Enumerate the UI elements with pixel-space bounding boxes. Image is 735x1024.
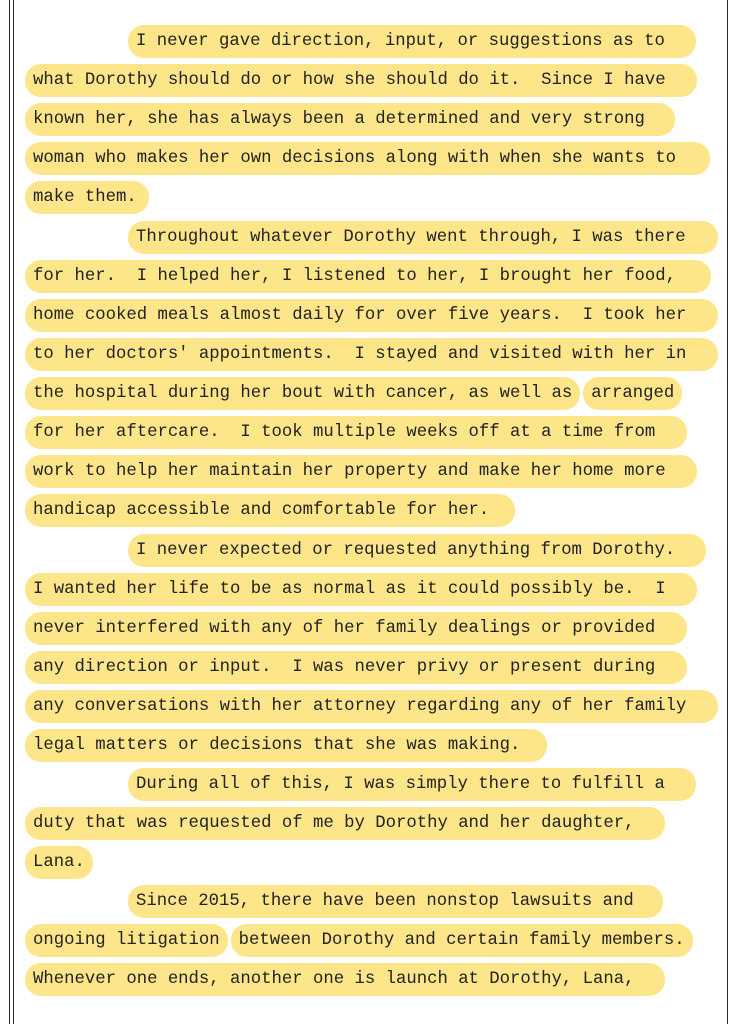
- text-line: I never gave direction, input, or suggestions as to: [128, 25, 696, 58]
- text-line: for her aftercare. I took multiple weeks off at a time from: [25, 416, 687, 449]
- text-line: Throughout whatever Dorothy went through, I was there: [128, 221, 718, 254]
- text-line: any conversations with her attorney regarding any of her family: [25, 690, 718, 723]
- text-segment: between Dorothy and certain family members.: [231, 924, 693, 957]
- text-line: I wanted her life to be as normal as it could possibly be. I: [25, 573, 697, 606]
- text-line: known her, she has always been a determined and very strong: [25, 103, 675, 136]
- left-margin-rule: [9, 0, 10, 1024]
- text-line: never interfered with any of her family dealings or provided: [25, 612, 687, 645]
- text-line: to her doctors' appointments. I stayed and visited with her in: [25, 338, 718, 371]
- text-line: work to help her maintain her property and make her home more: [25, 455, 697, 488]
- text-line: handicap accessible and comfortable for her.: [25, 494, 515, 527]
- text-line-split: [25, 377, 705, 410]
- text-line: woman who makes her own decisions along with when she wants to: [25, 142, 710, 175]
- text-segment: arranged: [583, 377, 682, 410]
- left-margin-rule-inner: [13, 0, 14, 1024]
- text-segment: the hospital during her bout with cancer, as well as: [25, 377, 580, 410]
- text-line: duty that was requested of me by Dorothy and her daughter,: [25, 807, 665, 840]
- text-segment: ongoing litigation: [25, 924, 228, 957]
- text-line: what Dorothy should do or how she should do it. Since I have: [25, 64, 697, 97]
- text-line-split: [25, 924, 710, 957]
- text-line: legal matters or decisions that she was making.: [25, 729, 547, 762]
- text-line: any direction or input. I was never privy or present during: [25, 651, 687, 684]
- text-line: Since 2015, there have been nonstop lawsuits and: [128, 885, 663, 918]
- text-line: I never expected or requested anything from Dorothy.: [128, 534, 706, 567]
- text-line: home cooked meals almost daily for over five years. I took her: [25, 299, 718, 332]
- right-margin-rule: [727, 0, 728, 1024]
- text-line: make them.: [25, 181, 149, 214]
- text-line: During all of this, I was simply there to fulfill a: [128, 768, 696, 801]
- text-line: Whenever one ends, another one is launch at Dorothy, Lana,: [25, 963, 665, 996]
- text-line: Lana.: [25, 846, 93, 879]
- text-line: for her. I helped her, I listened to her, I brought her food,: [25, 260, 711, 293]
